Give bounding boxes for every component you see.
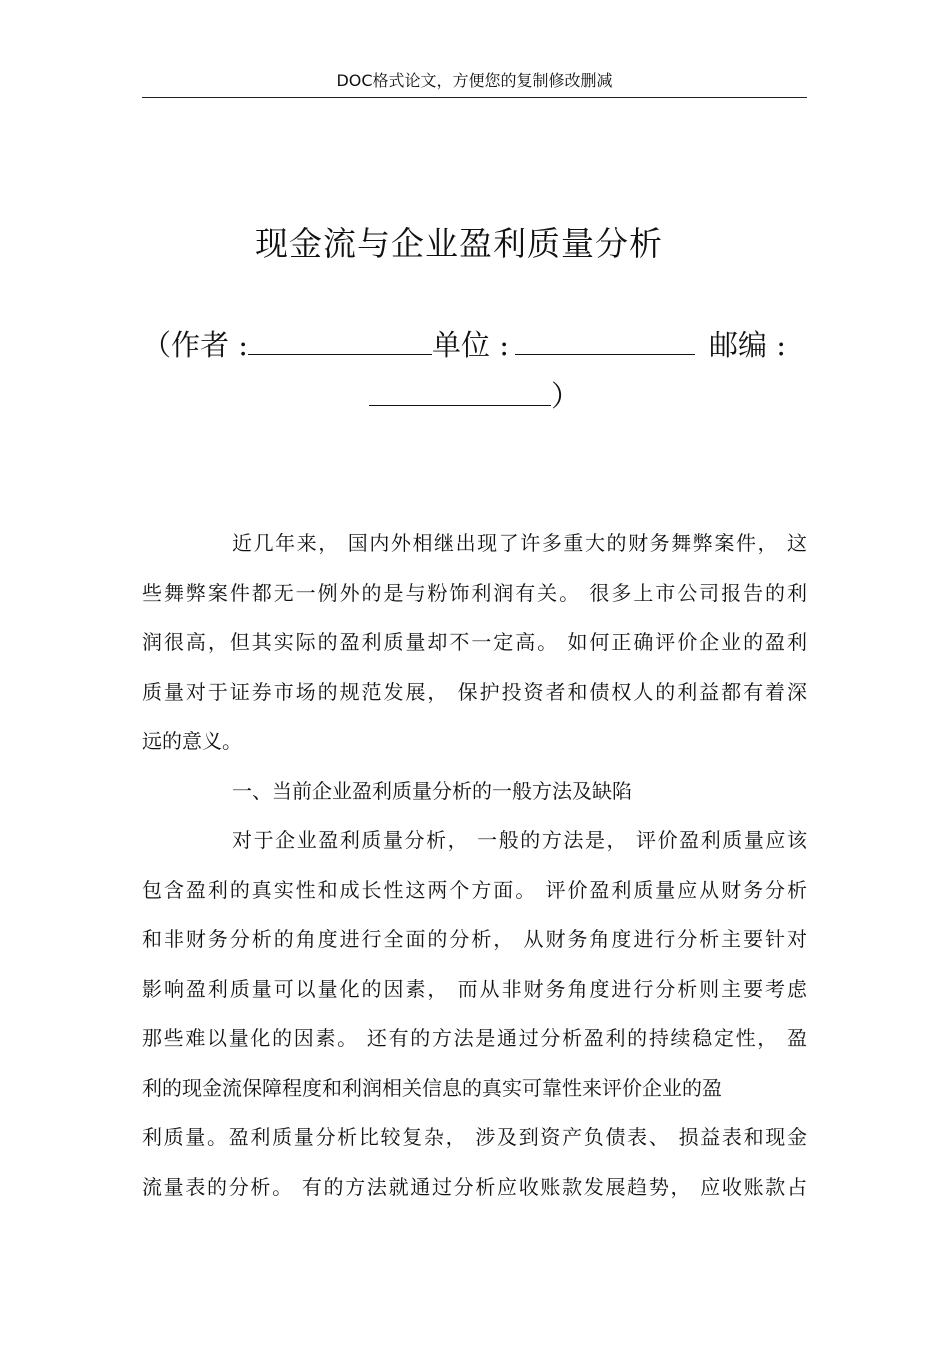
author-label: 作者 : bbox=[171, 328, 249, 362]
paragraph-line: 润很高，但其实际的盈利质量却不一定高。 如何正确评价企业的盈利 bbox=[142, 630, 807, 654]
paragraph-line: 远的意义。 bbox=[142, 729, 242, 753]
unit-blank bbox=[515, 328, 695, 355]
header-text: DOC格式论文，方便您的复制修改删减 bbox=[336, 71, 613, 90]
paragraph-line: 近几年来， 国内外相继出现了许多重大的财务舞弊案件， 这 bbox=[232, 531, 807, 555]
page-header bbox=[142, 68, 807, 98]
paragraph-line: 流量表的分析。 有的方法就通过分析应收账款发展趋势， 应收账款占 bbox=[142, 1174, 807, 1199]
zip-label: 邮编 : bbox=[709, 328, 787, 362]
zip-blank bbox=[369, 379, 551, 406]
author-block bbox=[142, 325, 807, 365]
paragraph-line: 些舞弊案件都无一例外的是与粉饰利润有关。 很多上市公司报告的利 bbox=[142, 580, 807, 605]
paragraph-line: 利的现金流保障程度和利润相关信息的真实可靠性来评价企业的盈 bbox=[142, 1075, 722, 1100]
author-block-continued bbox=[142, 376, 807, 416]
paragraph-line: 包含盈利的真实性和成长性这两个方面。 评价盈利质量应从财务分析 bbox=[142, 877, 807, 902]
paragraph-line: 那些难以量化的因素。 还有的方法是通过分析盈利的持续稳定性， 盈 bbox=[142, 1026, 807, 1050]
paragraph-line: 利质量。盈利质量分析比较复杂， 涉及到资产负债表、 损益表和现金 bbox=[142, 1125, 807, 1149]
paragraph-line: 对于企业盈利质量分析， 一般的方法是， 评价盈利质量应该 bbox=[232, 828, 807, 852]
paragraph-line: 质量对于证券市场的规范发展， 保护投资者和债权人的利益都有着深 bbox=[142, 679, 807, 704]
unit-label: 单位 : bbox=[432, 328, 510, 362]
close-paren: ） bbox=[550, 379, 580, 413]
open-paren: （ bbox=[142, 328, 172, 362]
body-text bbox=[142, 524, 807, 1217]
section-heading: 一、当前企业盈利质量分析的一般方法及缺陷 bbox=[232, 778, 632, 803]
paragraph-line: 影响盈利质量可以量化的因素， 而从非财务角度进行分析则主要考虑 bbox=[142, 976, 807, 1001]
document-title: 现金流与企业盈利质量分析 bbox=[255, 224, 663, 263]
author-blank bbox=[248, 328, 432, 355]
paragraph-line: 和非财务分析的角度进行全面的分析， 从财务角度进行分析主要针对 bbox=[142, 927, 807, 951]
